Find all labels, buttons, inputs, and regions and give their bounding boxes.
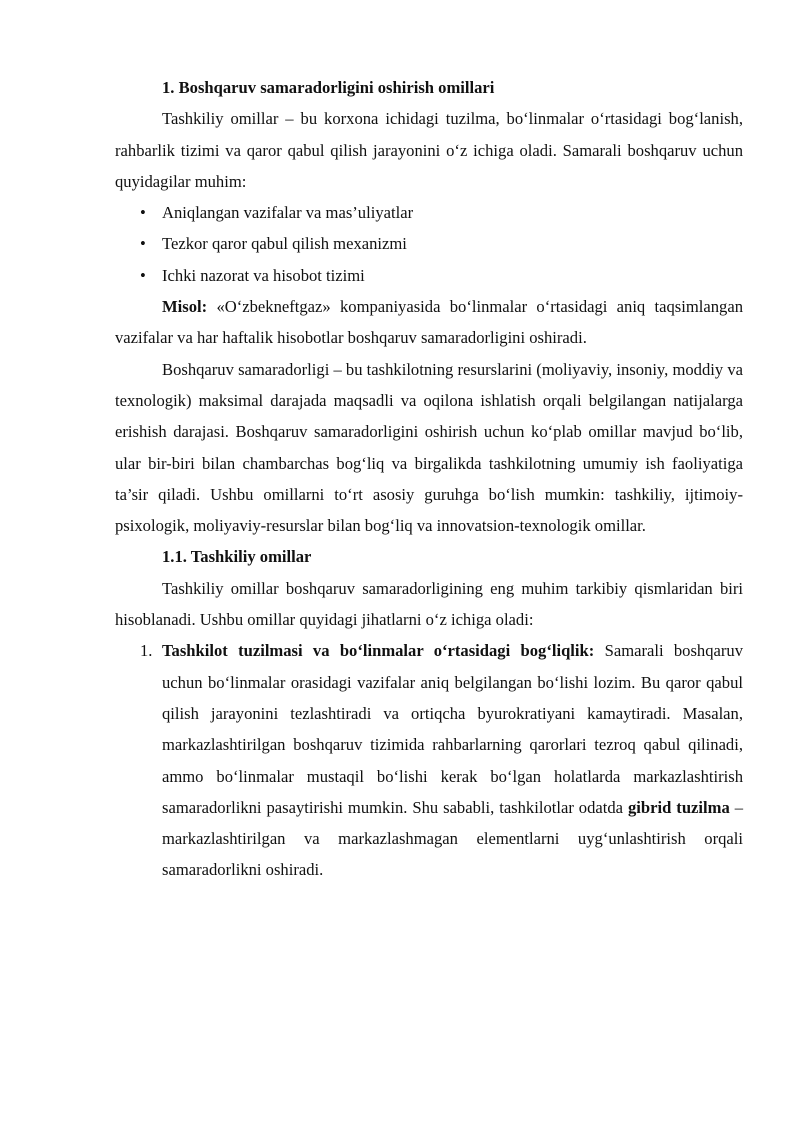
numbered-item — [115, 635, 743, 885]
item-title: Tashkilot tuzilmasi va bo‘linmalar o‘rtasidagi bog‘liqlik: — [162, 641, 595, 661]
bullet-text: Tezkor qaror qabul qilish mexanizmi — [162, 234, 407, 254]
subsection-heading: 1.1. Tashkiliy omillar — [162, 547, 312, 567]
example-label: Misol: — [162, 297, 208, 317]
item-paragraph — [162, 635, 743, 885]
example-text: «O‘zbekneftgaz» kompaniyasida bo‘linmalar o‘rtasidagi aniq taqsimlangan vazifalar va har haftalik hisobotlar boshqaruv samaradorligini oshiradi. — [115, 297, 743, 348]
bullet-icon: • — [140, 203, 146, 223]
document-content — [115, 72, 743, 886]
intro-paragraph: Tashkiliy omillar – bu korxona ichidagi tuzilma, bo‘linmalar o‘rtasidagi bog‘lanish, rahbarlik tizimi va qaror qabul qilish jarayonini o‘z ichiga oladi. Samarali boshqaruv uchun quyidagilar muhim: — [115, 109, 743, 191]
item-number: 1. — [140, 641, 153, 661]
item-text: Samarali boshqaruv uchun bo‘linmalar orasidagi vazifalar aniq belgilangan bo‘lishi lozim. Bu qaror qabul qilish jarayonini tezlashtiradi va ortiqcha byurokratiyani kamaytiradi. Masalan, markazlashtirilgan boshqaruv tizimida rahbarlarning qarorlari tezroq qabul qilinadi, ammo bo‘linmalar mustaqil bo‘lishi kerak bo‘lgan holatlarda markazlashtirish samaradorlikni pasaytirishi mumkin. Shu sababli, tashkilotlar odatda — [162, 641, 744, 817]
bullet-item — [115, 197, 743, 228]
bullet-list — [115, 197, 743, 291]
bullet-icon: • — [140, 234, 146, 254]
example-paragraph — [115, 291, 743, 354]
bullet-text: Aniqlangan vazifalar va mas’uliyatlar — [162, 203, 414, 223]
bullet-icon: • — [140, 265, 146, 285]
bullet-text: Ichki nazorat va hisobot tizimi — [162, 265, 365, 285]
item-bold-term: gibrid tuzilma — [628, 797, 730, 817]
bullet-item — [115, 260, 743, 291]
item-text-end: – markazlashtirilgan va markazlashmagan elementlarni uyg‘unlashtirish orqali samaradorlikni oshiradi. — [162, 797, 743, 880]
body-paragraph: Boshqaruv samaradorligi – bu tashkilotning resurslarini (moliyaviy, insoniy, moddiy va texnologik) maksimal darajada maqsadli va oqilona ishlatish orqali belgilangan natijalarga erishish darajasi. Boshqaruv samaradorligini oshirish uchun ko‘plab omillar mavjud bo‘lib, ular bir-biri bilan chambarchas bog‘liq va birgalikda tashkilotning umumiy ish faoliyatiga ta’sir qiladi. Ushbu omillarni to‘rt asosiy guruhga bo‘lish mumkin: tashkiliy, ijtimoiy-psixologik, moliyaviy-resurslar bilan bog‘liq va innovatsion-texnologik omillar. — [115, 359, 743, 536]
bullet-item — [115, 228, 743, 259]
body-paragraph: Tashkiliy omillar boshqaruv samaradorligining eng muhim tarkibiy qismlaridan biri hisoblanadi. Ushbu omillar quyidagi jihatlarni o‘z ichiga oladi: — [115, 578, 743, 630]
section-heading: 1. Boshqaruv samaradorligini oshirish omillari — [162, 78, 495, 97]
